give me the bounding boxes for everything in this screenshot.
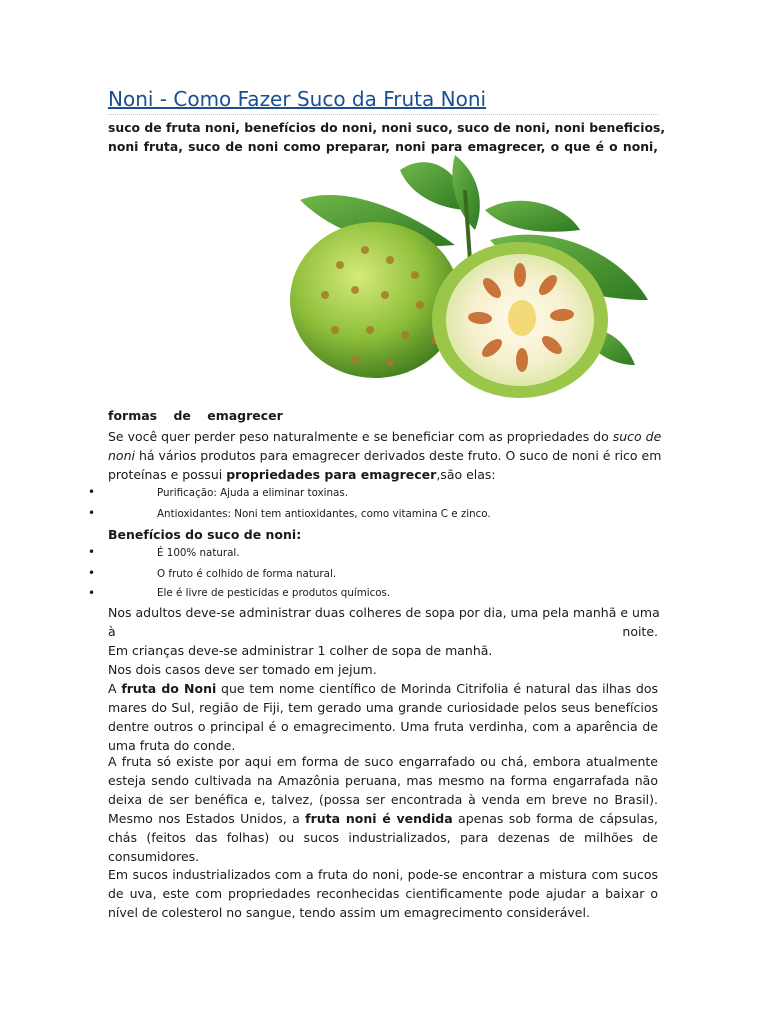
benefits-heading: Benefícios do suco de noni: (108, 527, 302, 542)
dosage-line-1: Nos adultos deve-se administrar duas colheres de sopa por dia, uma pela manhã e uma (108, 605, 660, 620)
list-item: Purificação: Ajuda a eliminar toxinas. (157, 487, 348, 499)
intro-text-c: proteínas e possui (108, 467, 227, 482)
bullet-icon: • (88, 545, 96, 559)
weight-loss-heading: formas de emagrecer (108, 408, 283, 423)
title-divider (108, 114, 658, 115)
fruit-text-a: A (108, 681, 122, 696)
noni-fruit-image (280, 150, 660, 405)
juice-text-b: apenas sob forma de cápsulas, chás (feitos das folhas) ou sucos industrializados, para dezenas de milhões de consumidores. (108, 811, 658, 864)
dosage-line-3: Em crianças deve-se administrar 1 colher de sopa de manhã. (108, 643, 493, 658)
bullet-icon: • (88, 485, 96, 499)
juice-bold: fruta noni é vendida (305, 811, 453, 826)
dosage-paragraph (108, 603, 658, 679)
intro-bold: propriedades para emagrecer (226, 467, 437, 482)
dosage-line-2b: noite. (622, 624, 658, 639)
page-title[interactable]: Noni - Como Fazer Suco da Fruta Noni (108, 87, 487, 111)
juice-paragraph (108, 752, 658, 866)
industrial-juice-paragraph: Em sucos industrializados com a fruta do noni, pode-se encontrar a mistura com sucos de uva, este com propriedades reconhecidas cientificamente pode ajudar a baixar o nível de colesterol no sangue, tendo assim um emagrecimento considerável. (108, 867, 658, 920)
intro-italic-2: noni (108, 448, 135, 463)
keywords-line-1: suco de fruta noni, benefícios do noni, noni suco, suco de noni, noni beneficios, (108, 120, 666, 135)
dosage-line-2a: à (108, 624, 116, 639)
list-item: É 100% natural. (157, 547, 240, 559)
bullet-icon: • (88, 586, 96, 600)
intro-italic-1: suco de (612, 429, 662, 444)
keywords-line-2: noni fruta, suco de noni como preparar, noni para emagrecer, o que é o noni, (108, 139, 658, 154)
dosage-line-4: Nos dois casos deve ser tomado em jejum. (108, 662, 377, 677)
list-item: Ele é livre de pesticidas e produtos químicos. (157, 587, 391, 599)
list-item: Antioxidantes: Noni tem antioxidantes, como vitamina C e zinco. (157, 508, 491, 520)
list-item: O fruto é colhido de forma natural. (157, 568, 337, 580)
intro-text-d: ,são elas: (436, 467, 496, 482)
intro-text-b: há vários produtos para emagrecer derivados deste fruto. O suco de noni é rico em (134, 448, 662, 463)
intro-text-a: Se você quer perder peso naturalmente e se beneficiar com as propriedades do (108, 429, 613, 444)
intro-paragraph (108, 427, 662, 484)
fruit-text-b: que tem nome científico de Morinda Citrifolia é natural das ilhas dos mares do Sul, região de Fiji, tem gerado uma grande curiosidade pelos seus benefícios dentre outros o principal é o emagrecimento. Uma fruta verdinha, com a aparência de uma fruta do conde. (108, 681, 658, 753)
juice-text-a: A fruta só existe por aqui em forma de suco engarrafado ou chá, embora atualmente esteja sendo cultivada na Amazônia peruana, mas mesmo na forma engarrafada não deixa de ser benéfica e, talvez, (possa ser encontrada à venda em breve no Brasil). Mesmo nos Estados Unidos, a (108, 754, 658, 826)
bullet-icon: • (88, 566, 96, 580)
fruit-bold: fruta do Noni (121, 681, 217, 696)
bullet-icon: • (88, 506, 96, 520)
noni-fruit-paragraph (108, 679, 658, 755)
